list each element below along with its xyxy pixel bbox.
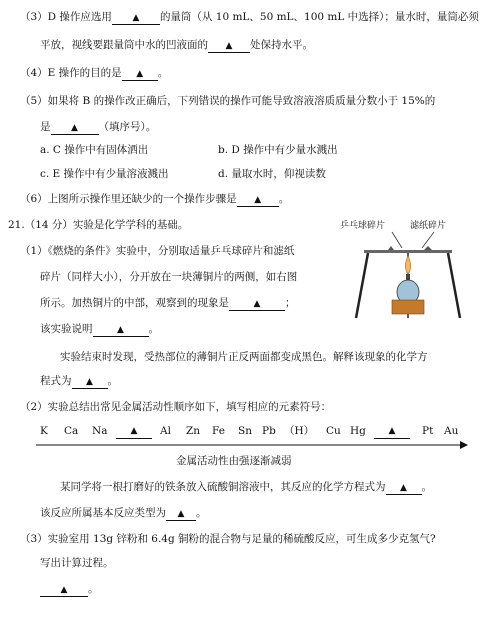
label-filterpaper: 滤纸碎片 [410,221,447,231]
text: （6）上图所示操作里还缺少的一个操作步骤是 [20,193,237,205]
q21-p1-line2: 碎片（同样大小），分开放在一块薄铜片的两侧，如右图 [40,271,298,283]
text: （填序号）。 [98,121,157,133]
option-d: d. 量取水时，仰视读数 [218,168,326,180]
answer-blank[interactable]: ▲ [237,194,279,207]
text: （3）D 操作应选用 [20,11,112,23]
answer-blank[interactable]: ▲ [122,68,158,81]
q21-p1-line3 [40,296,296,311]
element-al: Al [160,425,171,437]
q21-p2-line1: （2）实验总结出常见金属活动性顺序如下，填写相应的元素符号： [20,401,332,413]
text: 。 [196,507,207,519]
answer-blank[interactable]: ▲ [72,376,108,389]
text: 。 [88,583,99,595]
q3-part5-line1: （5）如果将 B 的操作改正确后，下列错误的操作可能导致溶液溶质质量分数小于 15%的 [20,95,436,107]
element-k: K [40,425,48,437]
text: 平放，视线要跟量筒中水的凹液面的 [40,39,208,51]
option-a: a. C 操作中有固体洒出 [40,144,149,156]
q21-p3-line1: （3）实验室用 13g 锌粉和 6.4g 铜粉的混合物与足量的稀硫酸反应，可生成多少克氢气? [20,533,436,545]
text: 该反应所属基本反应类型为 [40,507,166,519]
text: 的量筒（从 10 mL、50 mL、100 mL 中选择）；量水时，量筒必须 [159,11,479,23]
answer-blank[interactable]: ▲ [229,298,285,311]
answer-blank[interactable]: ▲ [40,584,88,597]
element-au: Au [444,425,459,437]
q21-p1-line1: （1）《燃烧的条件》实验中，分别取适量乒乓球碎片和滤纸 [20,245,295,257]
answer-blank[interactable]: ▲ [374,424,410,439]
answer-blank[interactable]: ▲ [112,12,160,25]
element-zn: Zn [186,425,201,437]
text: 某同学将一根打磨好的铁条放入硫酸铜溶液中，其反应的化学方程式为 [60,481,386,493]
q21-header: 21.（14 分）实验是化学学科的基础。 [8,219,189,231]
option-c: c. E 操作中有少量溶液溅出 [40,168,169,180]
answer-blank[interactable]: ▲ [116,424,152,439]
q3-part3-line1 [20,10,479,25]
metal-activity-series [40,424,460,438]
text: （4）E 操作的目的是 [20,67,122,79]
text: 是 [40,121,51,133]
element-ca: Ca [64,425,79,437]
element-cu: Cu [326,425,341,437]
text: 该实验说明 [40,323,93,335]
text: 。 [107,375,118,387]
q21-p2-line2 [60,480,432,495]
option-b: b. D 操作中有少量水溅出 [218,144,338,156]
q21-p1-line4 [40,322,159,337]
text: 处保持水平。 [250,39,313,51]
q3-part4 [20,66,168,81]
answer-blank[interactable]: ▲ [93,324,149,337]
q3-part5-line2 [40,120,156,135]
text: 。 [421,481,432,493]
q21-p2-line3 [40,506,207,521]
text: 。 [157,67,169,79]
text: 。 [148,323,159,335]
activity-arrow [36,441,468,449]
element-sn: Sn [238,425,252,437]
q21-p1-line6 [40,374,118,389]
answer-blank[interactable]: ▲ [386,482,422,495]
q3-part3-line2 [40,38,313,53]
text: 所示。加热铜片的中部，观察到的现象是 [40,297,229,309]
answer-blank[interactable]: ▲ [166,508,196,521]
text: 程式为 [40,375,72,387]
combustion-apparatus-figure [352,230,464,322]
text: 。 [278,193,290,205]
element-h: （H） [284,425,315,437]
activity-caption: 金属活动性由强逐渐减弱 [176,455,292,467]
text: ； [285,297,296,309]
answer-blank[interactable]: ▲ [208,40,250,53]
element-pt: Pt [422,425,434,437]
q21-p1-line5: 实验结束时发现，受热部位的薄铜片正反两面都变成黑色。解释该现象的化学方 [60,351,428,363]
answer-blank[interactable]: ▲ [51,122,99,135]
label-pingpong: 乒乓球碎片 [340,221,386,231]
q3-part6 [20,192,289,207]
element-fe: Fe [212,425,225,437]
q21-p3-line2: 写出计算过程。 [40,557,114,569]
element-na: Na [92,425,108,437]
element-pb: Pb [262,425,276,437]
q21-p3-line3 [40,582,99,597]
element-hg: Hg [350,425,366,437]
